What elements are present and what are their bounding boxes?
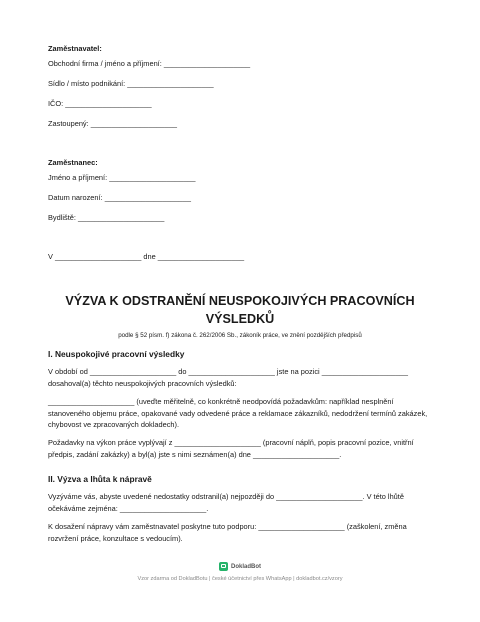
section1-heading: I. Neuspokojivé pracovní výsledky <box>48 349 185 359</box>
footer-logo-text: DokladBot <box>231 563 261 570</box>
dokladbot-logo-icon <box>219 562 228 571</box>
employer-ico-field: IČO: _____________________ <box>48 99 152 108</box>
employer-address-field: Sídlo / místo podnikání: _____________________ <box>48 79 214 88</box>
section2-heading: II. Výzva a lhůta k nápravě <box>48 474 152 484</box>
employer-company-field: Obchodní firma / jméno a příjmení: _____________________ <box>48 59 251 68</box>
employee-name-field: Jméno a příjmení: _____________________ <box>48 173 196 182</box>
employee-residence-field: Bydliště: _____________________ <box>48 213 165 222</box>
document-title-line2: VÝSLEDKŮ <box>205 312 275 326</box>
employer-heading: Zaměstnavatel: <box>48 44 102 53</box>
employee-birthdate-field: Datum narození: _____________________ <box>48 193 192 202</box>
document-title-line1: VÝZVA K ODSTRANĚNÍ NEUSPOKOJIVÝCH PRACOVNÍCH <box>65 294 415 308</box>
footer-text: Vzor zdarma od DokladBotu | české účetnictví přes WhatsApp | dokladbot.cz/vzory <box>137 576 343 582</box>
section1-paragraph1: V období od _____________________ do _____________________ jste na pozici _____________________ dosahoval(a) těchto neuspokojivých pracovních výsledků: <box>48 367 409 388</box>
section2-paragraph2: K dosažení nápravy vám zaměstnavatel poskytne tuto podporu: _____________________ (zaškolení, změna rozvržení práce, konzultace s vedoucím). <box>48 522 407 543</box>
footer-logo[interactable] <box>0 562 480 571</box>
section2-paragraph1: Vyzýváme vás, abyste uvedené nedostatky odstranil(a) nejpozději do _____________________. V této lhůtě očekáváme zejména: _____________________. <box>48 492 404 513</box>
employer-representative-field: Zastoupený: _____________________ <box>48 119 178 128</box>
section1-paragraph3: Požadavky na výkon práce vyplývají z _____________________ (pracovní náplň, popis pracovní pozice, vnitřní předpis, zadání zakázky) a byl(a) jste s nimi seznámen(a) dne _____________________. <box>48 438 414 459</box>
place-date-field: V _____________________ dne _____________________ <box>48 252 245 261</box>
section1-paragraph2: _____________________ (uveďte měřitelně, co konkrétně neodpovídá požadavkům: například nesplnění stanoveného objemu práce, opakované vady odvedené práce a reklamace zákazníků, nedodržení termínů zakázek, chybovost ve zpracovaných dokladech). <box>48 397 428 430</box>
document-subtitle: podle § 52 písm. f) zákona č. 262/2006 Sb., zákoník práce, ve znění pozdějších předpisů <box>118 332 362 339</box>
employee-heading: Zaměstnanec: <box>48 158 98 167</box>
